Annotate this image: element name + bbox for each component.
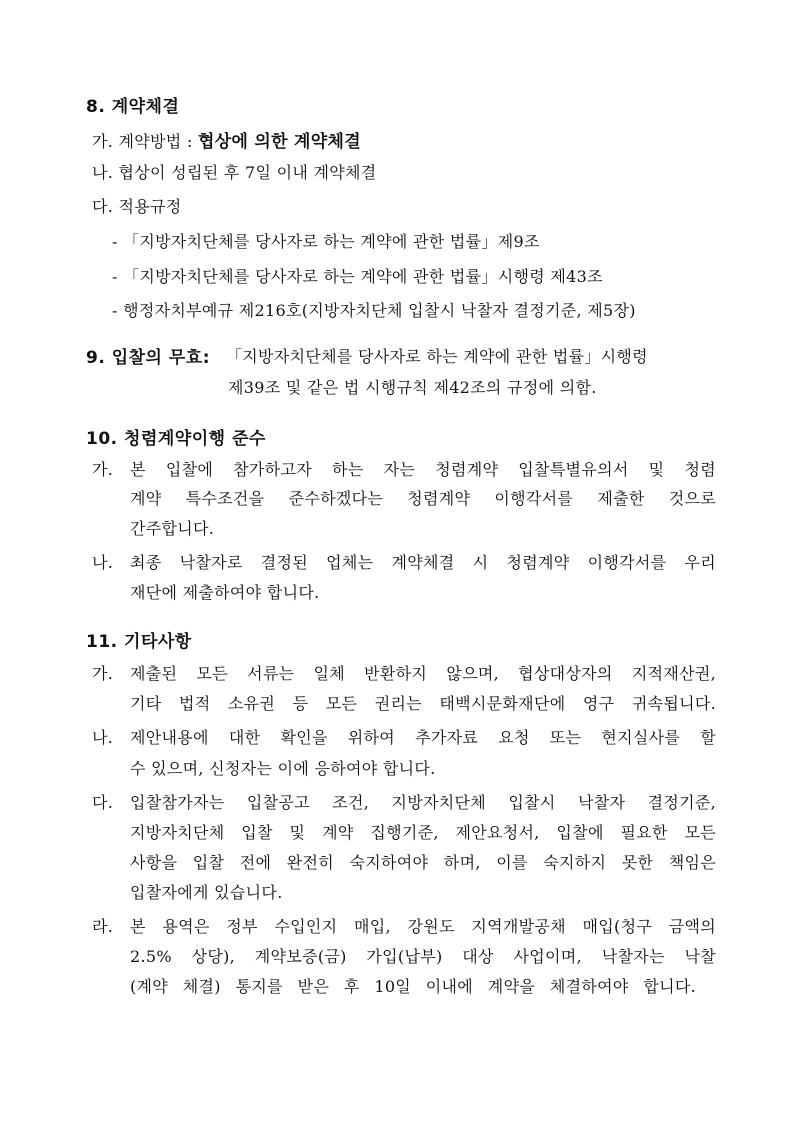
section-11-item-b-line-2: 수 있으며, 신청자는 이에 응하여야 합니다.: [130, 759, 436, 778]
section-11-item-c-line-1: 입찰참가자는 입찰공고 조건, 지방자치단체 입찰시 낙찰자 결정기준,: [130, 793, 716, 812]
section-8-contract-method: 협상에 의한 계약체결: [198, 132, 361, 152]
section-8-heading: 8. 계약체결: [86, 97, 180, 117]
section-11-item-a-line-2: 기타 법적 소유권 등 모든 권리는 태백시문화재단에 영구 귀속됩니다.: [130, 694, 716, 713]
section-11-heading: 11. 기타사항: [86, 632, 192, 652]
section-11-item-c-mark: 다.: [92, 793, 114, 812]
section-8-item-b: 나. 협상이 성립된 후 7일 이내 계약체결: [92, 163, 377, 182]
section-9-line-1: 「지방자치단체를 당사자로 하는 계약에 관한 법률」시행령: [226, 347, 648, 366]
section-10-heading: 10. 청렴계약이행 준수: [86, 429, 266, 449]
section-11-item-d-line-1: 본 용역은 정부 수입인지 매입, 강원도 지역개발공채 매입(청구 금액의: [130, 917, 716, 936]
section-8-item-c: 다. 적용규정: [92, 197, 182, 216]
section-8-item-a: [92, 127, 361, 152]
section-11-item-d-mark: 라.: [92, 917, 114, 936]
section-11-item-d-line-2: 2.5% 상당), 계약보증(금) 가입(납부) 대상 사업이며, 낙찰자는 낙찰: [130, 947, 716, 966]
section-11-item-c-line-4: 입찰자에게 있습니다.: [130, 883, 283, 902]
section-11-item-a-mark: 가.: [92, 664, 114, 683]
section-10-item-b-line-2: 재단에 제출하여야 합니다.: [130, 583, 320, 602]
section-8-rule-1: - 「지방자치단체를 당사자로 하는 계약에 관한 법률」제9조: [112, 232, 540, 251]
section-10-item-a-line-3: 간주합니다.: [130, 519, 215, 538]
section-9-heading: 9. 입찰의 무효:: [86, 348, 211, 368]
section-9-line-2: 제39조 및 같은 법 시행규칙 제42조의 규정에 의함.: [228, 378, 597, 397]
section-10-item-a-line-1: 본 입찰에 참가하고자 하는 자는 청렴계약 입찰특별유의서 및 청렴: [130, 460, 716, 479]
section-8-rule-3: - 행정자치부예규 제216호(지방자치단체 입찰시 낙찰자 결정기준, 제5장): [112, 301, 636, 320]
section-11-item-c-line-2: 지방자치단체 입찰 및 계약 집행기준, 제안요청서, 입찰에 필요한 모든: [130, 823, 716, 842]
section-10-item-a-mark: 가.: [92, 460, 114, 479]
section-8-item-a-label: 가. 계약방법 :: [92, 132, 199, 151]
section-11-item-a-line-1: 제출된 모든 서류는 일체 반환하지 않으며, 협상대상자의 지적재산권,: [130, 664, 716, 683]
section-11-item-b-line-1: 제안내용에 대한 확인을 위하여 추가자료 요청 또는 현지실사를 할: [130, 728, 716, 747]
section-8-rule-2: - 「지방자치단체를 당사자로 하는 계약에 관한 법률」시행령 제43조: [112, 267, 603, 286]
section-11-item-b-mark: 나.: [92, 728, 114, 747]
section-10-item-a-line-2: 계약 특수조건을 준수하겠다는 청렴계약 이행각서를 제출한 것으로: [130, 489, 716, 508]
section-11-item-d-line-3: (계약 체결) 통지를 받은 후 10일 이내에 계약을 체결하여야 합니다.: [130, 977, 696, 996]
section-10-item-b-mark: 나.: [92, 553, 114, 572]
section-10-item-b-line-1: 최종 낙찰자로 결정된 업체는 계약체결 시 청렴계약 이행각서를 우리: [130, 553, 716, 572]
section-11-item-c-line-3: 사항을 입찰 전에 완전히 숙지하여야 하며, 이를 숙지하지 못한 책임은: [130, 853, 716, 872]
